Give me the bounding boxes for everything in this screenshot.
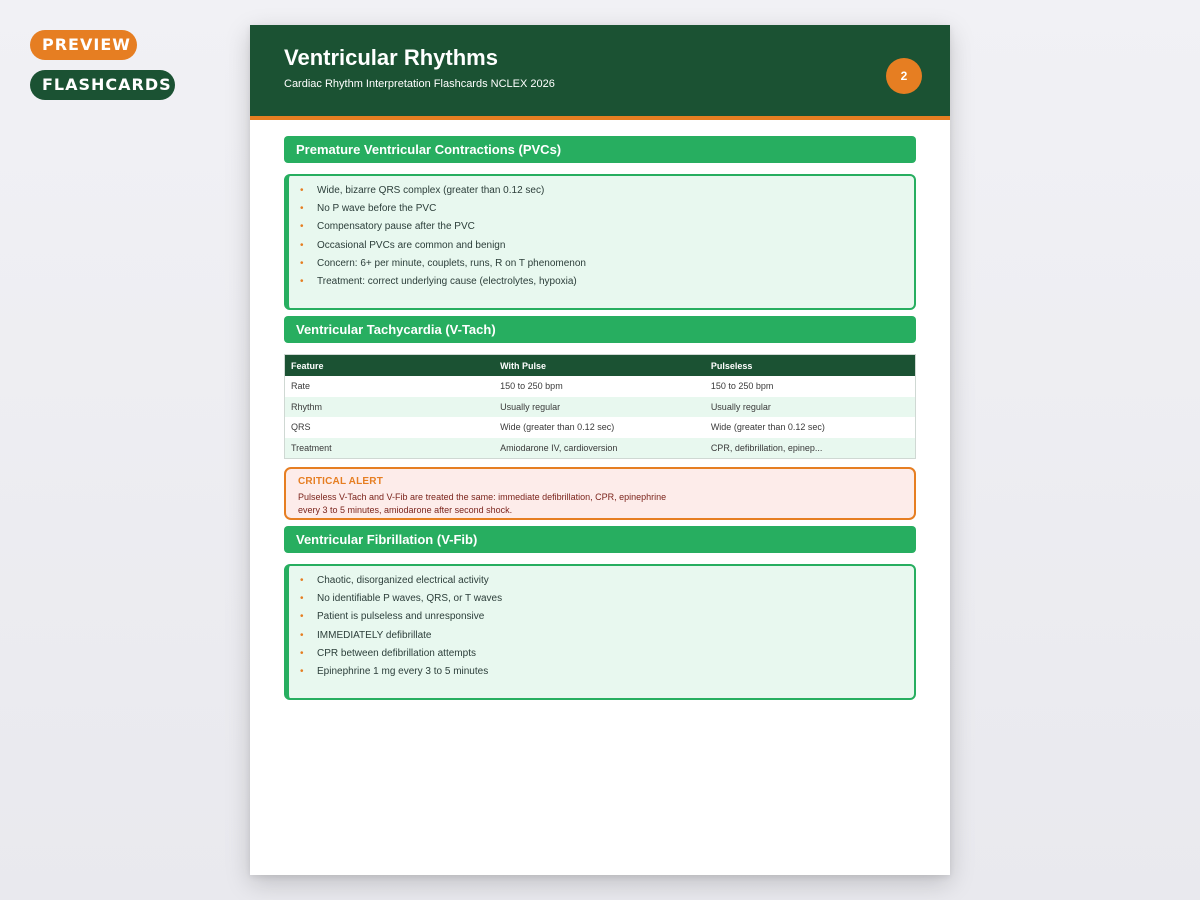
section-heading-pvc: Premature Ventricular Contractions (PVCs) (284, 136, 916, 163)
table-row (285, 438, 916, 459)
page-subtitle: Cardiac Rhythm Interpretation Flashcards NCLEX 2026 (284, 78, 555, 90)
column-header: Feature (285, 355, 495, 377)
table-cell: 150 to 250 bpm (500, 381, 563, 392)
list-item: • No identifiable P waves, QRS, or T waves (300, 590, 914, 608)
table-row (285, 417, 916, 438)
table-cell: Wide (greater than 0.12 sec) (710, 422, 825, 433)
list-item: • Compensatory pause after the PVC (300, 218, 914, 236)
list-item: • IMMEDIATELY defibrillate (300, 627, 914, 645)
list-item: • CPR between defibrillation attempts (300, 645, 914, 663)
flashcards-badge: FLASHCARDS (30, 70, 175, 100)
document-page (250, 25, 950, 875)
section-heading-vfib: Ventricular Fibrillation (V-Fib) (284, 526, 916, 553)
table-cell: Usually regular (705, 397, 916, 418)
pvc-bullet-box (284, 174, 916, 310)
preview-badge: PREVIEW (30, 30, 137, 60)
list-item: • Occasional PVCs are common and benign (300, 237, 914, 255)
vfib-bullet-box (284, 564, 916, 700)
page-header (250, 25, 950, 120)
vtach-table (284, 354, 916, 459)
alert-title: CRITICAL ALERT (298, 476, 384, 487)
critical-alert-box (284, 467, 916, 520)
page-number-badge: 2 (886, 58, 922, 94)
table-cell: CPR, defibrillation, epinep... (705, 438, 916, 459)
table-header-row (285, 355, 916, 377)
column-header: With Pulse (494, 355, 705, 377)
table-row (285, 376, 916, 397)
list-item: • No P wave before the PVC (300, 200, 914, 218)
table-cell: Treatment (285, 438, 495, 459)
page-title: Ventricular Rhythms (284, 45, 498, 70)
table-cell: Wide (greater than 0.12 sec) (500, 422, 615, 433)
table-row (285, 397, 916, 418)
list-item: • Concern: 6+ per minute, couplets, runs, R on T phenomenon (300, 255, 914, 273)
list-item: • Treatment: correct underlying cause (electrolytes, hypoxia) (300, 273, 914, 291)
alert-text: Pulseless V-Tach and V-Fib are treated the same: immediate defibrillation, CPR, epinephrine every 3 to 5 minutes, amiodarone after second shock. (298, 492, 667, 515)
table-cell: Rate (291, 381, 311, 392)
table-cell: Amiodarone IV, cardioversion (494, 438, 705, 459)
table-cell: Rhythm (285, 397, 495, 418)
table-cell: 150 to 250 bpm (710, 381, 774, 392)
column-header: Pulseless (705, 355, 916, 377)
pvc-bullet-list (289, 176, 914, 291)
table-cell: Usually regular (494, 397, 705, 418)
list-item: • Patient is pulseless and unresponsive (300, 608, 914, 626)
list-item: • Epinephrine 1 mg every 3 to 5 minutes (300, 663, 914, 681)
table-cell: QRS (291, 422, 311, 433)
list-item: • Wide, bizarre QRS complex (greater than 0.12 sec) (300, 182, 914, 200)
list-item: • Chaotic, disorganized electrical activity (300, 572, 914, 590)
section-heading-vtach: Ventricular Tachycardia (V-Tach) (284, 316, 916, 343)
vfib-bullet-list (289, 566, 914, 681)
